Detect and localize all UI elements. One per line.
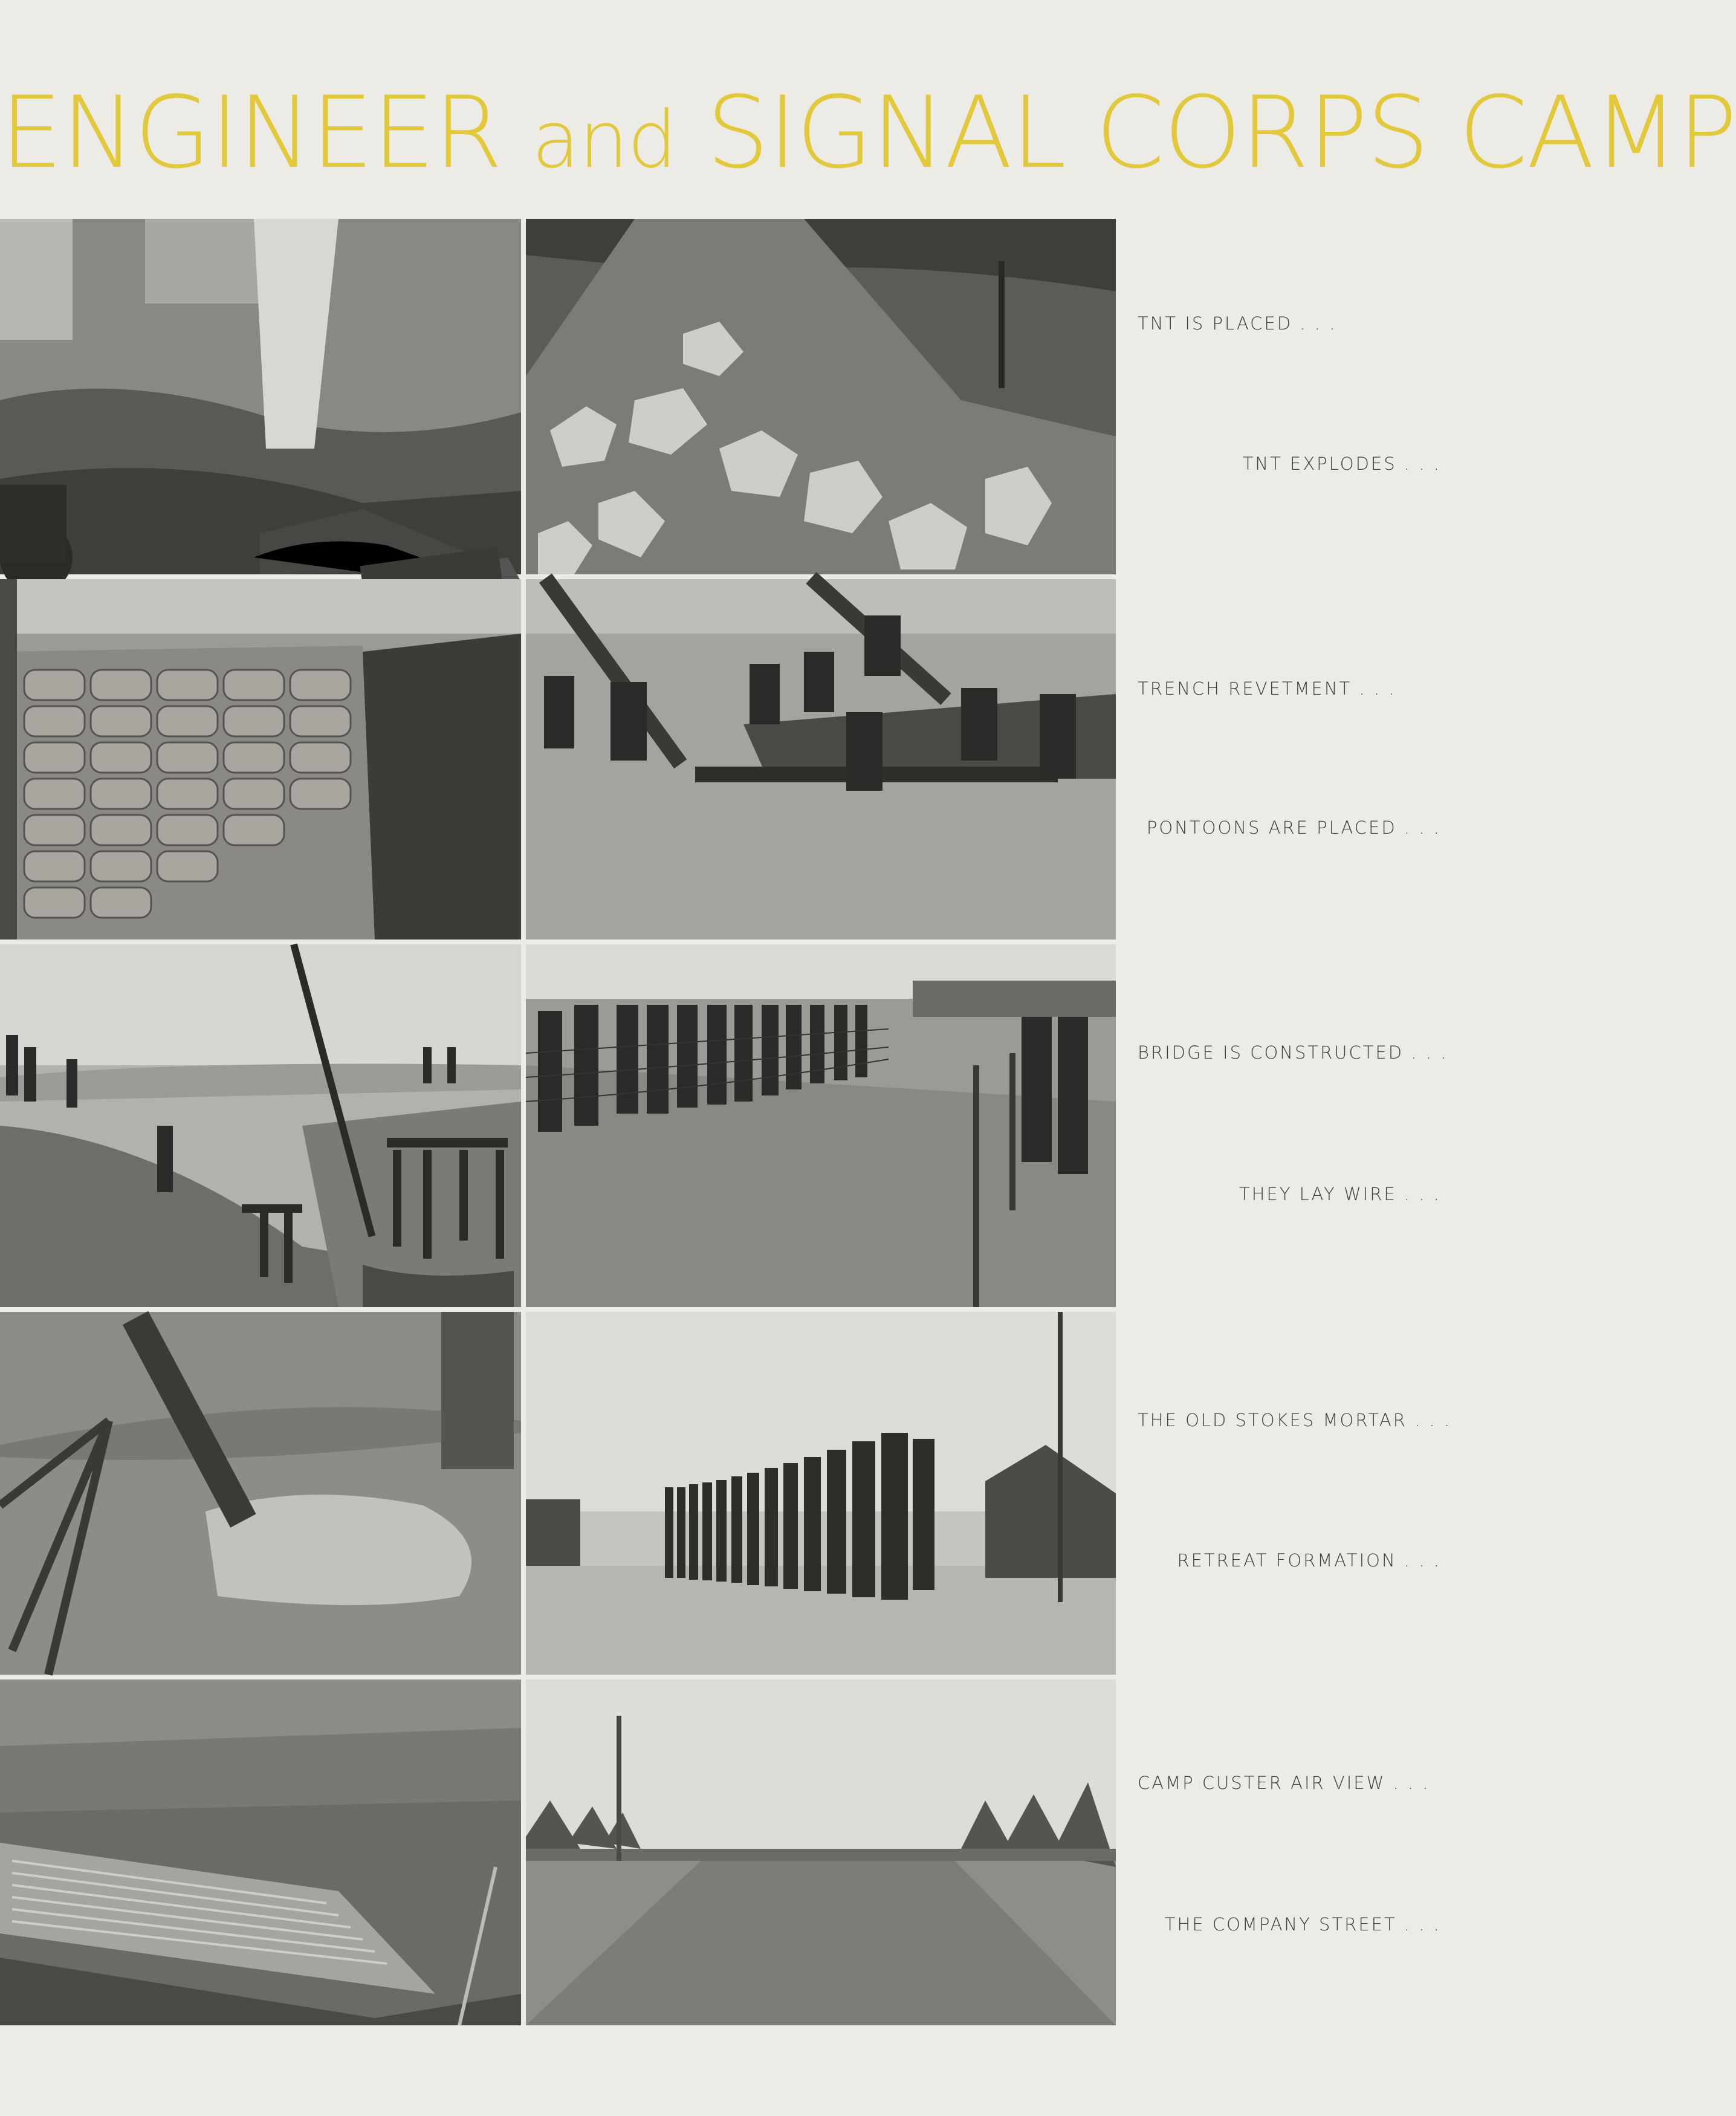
photo-stokes-mortar [0,1312,521,1675]
caption-bridge-constructed: BRIDGE IS CONSTRUCTED . . . [1138,1042,1448,1063]
caption-stokes-mortar: THE OLD STOKES MORTAR . . . [1138,1410,1452,1430]
photo-trench-revetment [0,579,521,940]
caption-lay-wire: THEY LAY WIRE . . . [1239,1184,1441,1204]
caption-tnt-placed: TNT IS PLACED . . . [1138,313,1337,334]
photo-air-view [0,1679,521,2025]
caption-retreat-formation: RETREAT FORMATION . . . [1177,1550,1441,1571]
title-and: and [531,94,676,186]
photo-company-street [526,1679,1116,2025]
title-signal-corps-camp: SIGNAL CORPS CAMP [706,75,1736,190]
caption-air-view: CAMP CUSTER AIR VIEW . . . [1138,1773,1430,1793]
photo-lay-wire [526,944,1116,1307]
title-engineer: ENGINEER [0,75,502,190]
photo-retreat-formation [526,1312,1116,1675]
photo-bridge-constructed [0,944,521,1307]
photo-tnt-explodes [526,219,1116,574]
caption-pontoons-placed: PONTOONS ARE PLACED . . . [1146,817,1441,838]
page-title [0,73,1736,200]
caption-tnt-explodes: TNT EXPLODES . . . [1242,453,1441,474]
caption-trench-revetment: TRENCH REVETMENT . . . [1138,678,1396,699]
photo-pontoons-placed [526,579,1116,940]
caption-company-street: THE COMPANY STREET . . . [1164,1914,1441,1935]
photo-tnt-placed [0,219,521,574]
